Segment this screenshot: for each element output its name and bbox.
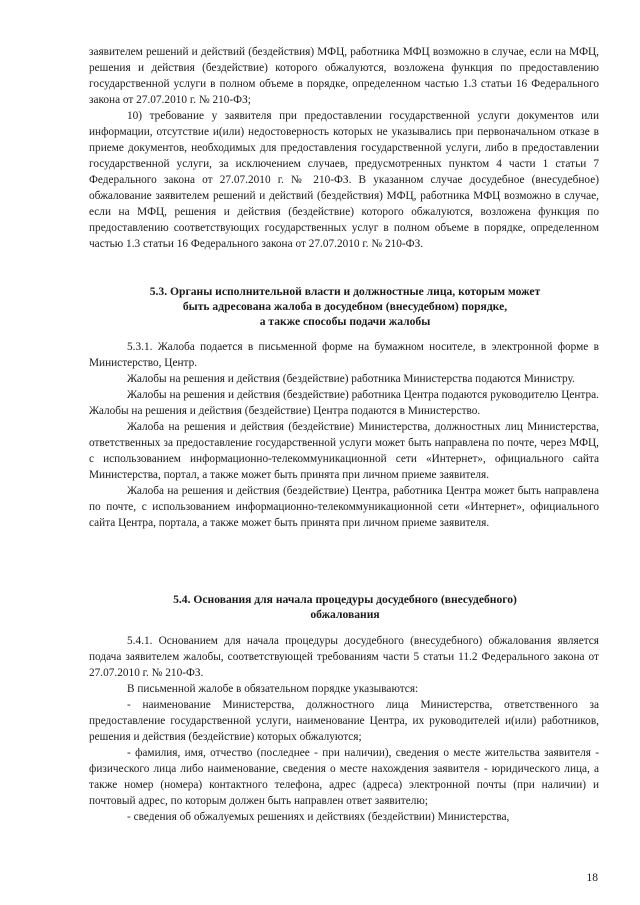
- paragraph-5-3-1: 5.3.1. Жалоба подается в письменной форме на бумажном носителе, в электронной форме в Министерство, Центр.: [89, 341, 599, 369]
- section-5-3-heading-line1: 5.3. Органы исполнительной власти и должностные лица, которым может: [149, 285, 541, 298]
- section-5-3-heading: [110, 284, 580, 329]
- paragraph-complaint-ministry-channels: Жалоба на решения и действия (бездействие) Министерства, должностных лиц Министерства, ответственных за предоставление государственной услуги может быть направлена по почте, через МФЦ, с использованием информационно-телекоммуникационной сети «Интернет», официального сайта Министерства, портал, а также может быть принята при личном приеме заявителя.: [89, 421, 599, 481]
- section-5-4-heading-line2: обжалования: [310, 608, 380, 621]
- list-item-appealed-decisions: - сведения об обжалуемых решениях и действиях (бездействии) Министерства,: [127, 811, 510, 823]
- paragraph-complaint-minister: Жалобы на решения и действия (бездействие) работника Министерства подаются Министру.: [127, 373, 575, 385]
- paragraph-mfc-continuation: заявителем решений и действий (бездействия) МФЦ, работника МФЦ возможно в случае, если на МФЦ, решения и действия (бездействие) которого обжалуются, возложена функция по предоставлению государственной услуги в полном объеме в порядке, определенном частью 1.3 статьи 16 Федерального закона от 27.07.2010 г. № 210-ФЗ;: [89, 46, 599, 106]
- section-5-4-heading: [110, 592, 580, 622]
- paragraph-complaint-center: Жалобы на решения и действия (бездействие) работника Центра подаются руководителю Центра. Жалобы на решения и действия (бездействие) Центра подаются в Министерство.: [89, 389, 599, 417]
- paragraph-5-4-1: 5.4.1. Основанием для начала процедуры досудебного (внесудебного) обжалования является подача заявителем жалобы, соответствующей требованиям части 5 статьи 11.2 Федерального закона от 27.07.2010 г. № 210-ФЗ.: [89, 635, 599, 679]
- section-5-4-body: [89, 633, 599, 825]
- previous-section-continuation: [89, 44, 599, 252]
- paragraph-required-fields-intro: В письменной жалобе в обязательном порядке указываются:: [127, 683, 419, 695]
- list-item-applicant-details: - фамилия, имя, отчество (последнее - при наличии), сведения о месте жительства заявителя - физического лица либо наименование, сведения о месте нахождения заявителя - юридического лица, а также номер (номера) контактного телефона, адрес (адреса) электронной почты (при наличии) и почтовый адрес, по которым должен быть направлен ответ заявителю;: [89, 747, 599, 807]
- section-5-3-heading-line2: быть адресована жалоба в досудебном (внесудебном) порядке,: [182, 300, 508, 313]
- paragraph-complaint-center-channels: Жалоба на решения и действия (бездействие) Центра, работника Центра может быть направлена по почте, с использованием информационно-телекоммуникационной сети «Интернет», официального сайта Центра, портала, а также может быть принята при личном приеме заявителя.: [89, 485, 599, 529]
- section-5-4-heading-line1: 5.4. Основания для начала процедуры досудебного (внесудебного): [173, 593, 517, 606]
- section-5-3-heading-line3: а также способы подачи жалобы: [259, 315, 431, 328]
- list-item-ministry-name: - наименование Министерства, должностного лица Министерства, ответственного за предоставление государственной услуги, наименование Центра, их руководителей и(или) работников, решения и действия (бездействие) которых обжалуются;: [89, 699, 599, 743]
- section-5-3-body: [89, 339, 599, 531]
- paragraph-item-10: 10) требование у заявителя при предоставлении государственной услуги документов или информации, отсутствие и(или) недостоверность которых не указывались при первоначальном отказе в приеме документов, необходимых для предоставления государственной услуги, либо в предоставлении государственной услуги, за исключением случаев, предусмотренных пунктом 4 части 1 статьи 7 Федерального закона от 27.07.2010 г. № 210-ФЗ. В указанном случае досудебное (внесудебное) обжалование заявителем решений и действий (бездействия) МФЦ, работника МФЦ возможно в случае, если на МФЦ, решения и действия (бездействие) которого обжалуются, возложена функция по предоставлению соответствующих государственных услуг в полном объеме в порядке, определенном частью 1.3 статьи 16 Федерального закона от 27.07.2010 г. № 210-ФЗ.: [89, 110, 599, 250]
- page-number: 18: [586, 872, 598, 884]
